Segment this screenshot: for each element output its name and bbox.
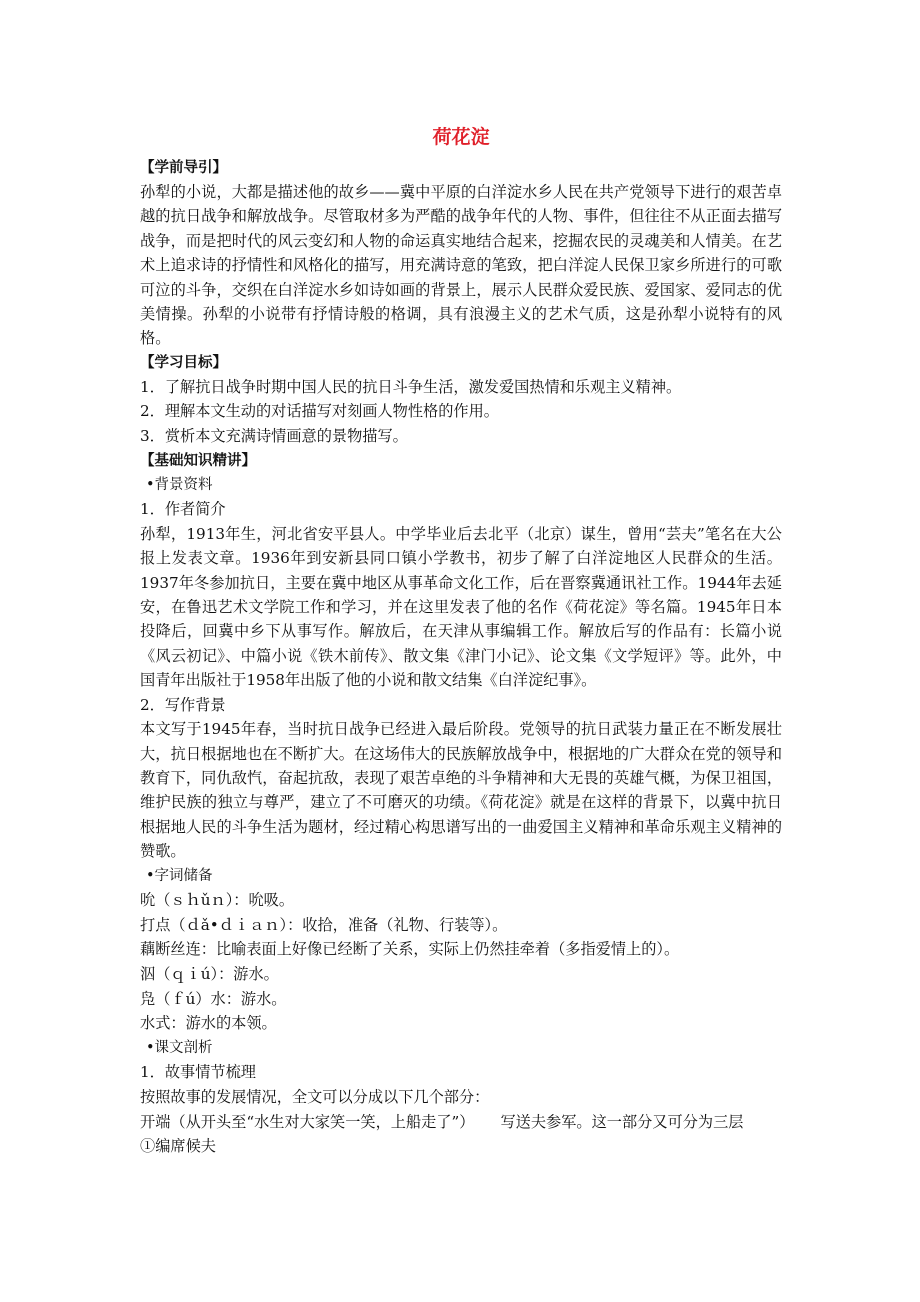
vocab-item: 水式：游水的本领。 <box>140 1014 277 1033</box>
plot-line <box>140 1110 782 1135</box>
goal-item: 2．理解本文生动的对话描写对刻画人物性格的作用。 <box>140 402 499 421</box>
intro-heading: 【学前导引】 <box>140 160 227 176</box>
vocab-item: 凫（ｆú）水：游水。 <box>140 989 287 1008</box>
writing-paragraph: 本文写于1945年春，当时抗日战争已经进入最后阶段。党领导的抗日武装力量正在不断发展壮大，抗日根据地也在不断扩大。在这场伟大的民族解放战争中，根据地的广大群众在党的领导和教育下，同仇敌忾，奋起抗敌，表现了艰苦卓绝的斗争精神和大无畏的英雄气概，为保卫祖国，维护民族的独立与尊严，建立了不可磨灭的功绩。《荷花淀》就是在这样的背景下，以冀中抗日根据地人民的斗争生活为题材，经过精心构思谱写出的一曲爱国主义精神和革命乐观主义精神的赞歌。 <box>140 720 782 861</box>
vocab-item: 吮（ｓｈǔｎ）：吮吸。 <box>140 891 295 910</box>
intro-paragraph: 孙犁的小说，大都是描述他的故乡——冀中平原的白洋淀水乡人民在共产党领导下进行的艰苦卓越的抗日战争和解放战争。尽管取材多为严酷的战争年代的人物、事件，但往往不从正面去描写战争，而是把时代的风云变幻和人物的命运真实地结合起来，挖掘农民的灵魂美和人情美。在艺术上追求诗的抒情性和风格化的描写，用充满诗意的笔致，把白洋淀人民保卫家乡所进行的可歌可泣的斗争，交织在白洋淀水乡如诗如画的背景上，展示人民群众爱民族、爱国家、爱同志的优美情操。孙犁的小说带有抒情诗般的格调，具有浪漫主义的艺术气质，这是孙犁小说特有的风格。 <box>140 183 782 348</box>
analysis-label: •课文剖析 <box>146 1039 213 1056</box>
background-label: •背景资料 <box>146 476 213 493</box>
goal-item: 1．了解抗日战争时期中国人民的抗日斗争生活，激发爱国热情和乐观主义精神。 <box>140 377 682 396</box>
author-label: 1．作者简介 <box>140 500 226 519</box>
vocab-item: 打点（ｄǎ•ｄｉａｎ）：收拾，准备（礼物、行装等）。 <box>140 915 508 934</box>
document-page <box>140 122 782 1159</box>
vocab-label: •字词储备 <box>146 867 213 884</box>
plot-line-part-a: 开端（从开头至“水生对大家笑一笑，上船走了”） <box>140 1112 475 1131</box>
plot-sub-item: ①编席候夫 <box>140 1137 216 1156</box>
page-title: 荷花淀 <box>432 126 490 148</box>
vocab-item: 藕断丝连：比喻表面上好像已经断了关系，实际上仍然挂牵着（多指爱情上的）。 <box>140 940 680 959</box>
writing-label: 2．写作背景 <box>140 695 226 714</box>
basics-heading: 【基础知识精讲】 <box>140 452 256 469</box>
plot-line-part-b: 写送夫参军。这一部分又可分为三层 <box>500 1112 744 1131</box>
vocab-item: 泅（ｑｉú）：游水。 <box>140 965 279 984</box>
author-paragraph: 孙犁，1913年生，河北省安平县人。中学毕业后去北平（北京）谋生，曾用“芸夫”笔名在大公报上发表文章。1936年到安新县同口镇小学教书，初步了解了白洋淀地区人民群众的生活。1937年冬参加抗日，主要在冀中地区从事革命文化工作，后在晋察冀通讯社工作。1944年去延安，在鲁迅艺术文学院工作和学习，并在这里发表了他的名作《荷花淀》等名篇。1945年日本投降后，回冀中乡下从事写作。解放后，在天津从事编辑工作。解放后写的作品有：长篇小说《风云初记》、中篇小说《铁木前传》、散文集《津门小记》、论文集《文学短评》等。此外，中国青年出版社于1958年出版了他的小说和散文结集《白洋淀纪事》。 <box>140 524 782 690</box>
plot-label: 1．故事情节梳理 <box>140 1063 256 1082</box>
goal-item: 3．赏析本文充满诗情画意的景物描写。 <box>140 427 408 446</box>
plot-intro: 按照故事的发展情况，全文可以分成以下几个部分： <box>140 1088 490 1107</box>
goals-heading: 【学习目标】 <box>140 354 227 371</box>
